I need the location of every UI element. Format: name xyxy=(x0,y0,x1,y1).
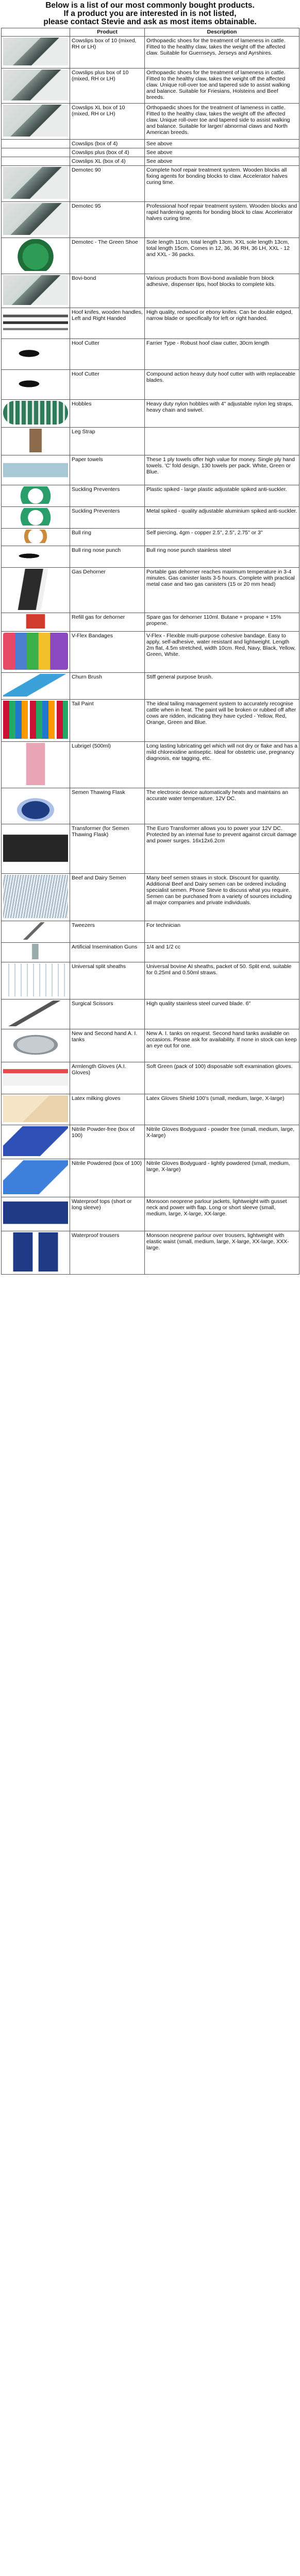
product-name: V-Flex Bandages xyxy=(70,632,145,673)
product-name: Tail Paint xyxy=(70,700,145,742)
product-description xyxy=(145,428,299,455)
product-description: Monsoon neoprene parlour over trousers, lightweight with elastic waist (small, medium, large, X-large, XX-large, XXX-large. xyxy=(145,1231,299,1275)
product-name: Beef and Dairy Semen xyxy=(70,874,145,921)
chain-icon xyxy=(3,401,68,425)
straws-icon xyxy=(3,875,68,918)
product-image-cell xyxy=(2,69,70,104)
product-name: Suckling Preventers xyxy=(70,485,145,507)
product-description: Complete hoof repair treatment system. Wooden blocks all fixing agents for bonding blocks to claw. Accelerator halves curing time. xyxy=(145,166,299,202)
product-description: Latex Gloves Shield 100's (small, medium, large, X-large) xyxy=(145,1094,299,1125)
header-line-3: please contact Stevie and ask as most items obtainable. xyxy=(43,18,257,26)
gloves-box-icon xyxy=(3,1063,68,1091)
table-row xyxy=(2,104,299,140)
trousers-icon xyxy=(3,1232,68,1272)
product-image-cell xyxy=(2,632,70,673)
boxes-icon xyxy=(3,70,68,100)
product-description: Farrier Type - Robust hoof claw cutter, 30cm length xyxy=(145,339,299,370)
product-name: Demotec - The Green Shoe xyxy=(70,238,145,274)
product-name: Lubrigel (500ml) xyxy=(70,742,145,788)
product-image-cell xyxy=(2,999,70,1029)
product-image-cell xyxy=(2,962,70,999)
product-description: High quality stainless steel curved blade. 6" xyxy=(145,999,299,1029)
table-row xyxy=(2,370,299,400)
product-image-cell xyxy=(2,148,70,157)
product-description: The electronic device automatically heats and maintains an accurate water temperature, 12V DC. xyxy=(145,788,299,824)
product-image-cell xyxy=(2,921,70,943)
cutter-icon xyxy=(3,371,68,397)
product-description: Spare gas for dehorner 110ml. Butane + propane + 15% propene. xyxy=(145,613,299,632)
product-image-cell xyxy=(2,529,70,546)
product-description: Orthopaedic shoes for the treatment of lameness in cattle. Fitted to the healthy claw, takes the weight off the affected claw. Unique roll-over toe and tapered side to assist walking and balance. Suitable for Friesians, Holsteins and Beef breeds. xyxy=(145,69,299,104)
product-description: Orthopaedic shoes for the treatment of lameness in cattle. Fitted to the healthy claw, takes the weight off the affected claw. Suitable for Guernseys, Jerseys and Ayrshires. xyxy=(145,37,299,69)
product-image-cell xyxy=(2,274,70,308)
kit-box-icon xyxy=(3,203,68,235)
product-name: Bull ring xyxy=(70,529,145,546)
product-description: New A. I. tanks on request. Second hand tanks available on occasions. Please ask for availability. If none in stock can keep an eye out for one. xyxy=(145,1029,299,1062)
gloves-box-icon xyxy=(3,1095,68,1122)
product-description: These 1 ply towels offer high value for money. Single ply hand towels. 'C' fold design. 130 towels per pack. White, Green or Blue. xyxy=(145,455,299,485)
product-image-cell xyxy=(2,613,70,632)
product-description: Orthopaedic shoes for the treatment of lameness in cattle. Fitted to the healthy claw, takes the weight off the affected claw. Unique roll-over toe and tapered side to assist walking and balance. Suitable for larger/ abnormal claws and North American breeds. xyxy=(145,104,299,140)
brush-icon xyxy=(3,674,68,697)
product-name: Cowslips box of 10 (mixed, RH or LH) xyxy=(70,37,145,69)
table-row xyxy=(2,568,299,613)
product-name: Tweezers xyxy=(70,921,145,943)
product-description: Many beef semen straws in stock. Discount for quantity. Additional Beef and Dairy semen can be ordered including specialist semen. Phone Stevie to discuss what you require. Semen can be purchased from a variety of sources including all major companies and private individuals. xyxy=(145,874,299,921)
tweezers-icon xyxy=(3,922,68,940)
table-row xyxy=(2,157,299,166)
table-row xyxy=(2,166,299,202)
product-image-cell xyxy=(2,37,70,69)
product-name: Cowslips (box of 4) xyxy=(70,140,145,148)
product-name: Waterproof trousers xyxy=(70,1231,145,1275)
boxes-icon xyxy=(3,38,68,65)
bottle-icon xyxy=(3,743,68,785)
product-name: Cowslips XL (box of 4) xyxy=(70,157,145,166)
product-description: Nitrile Gloves Bodyguard - lightly powdered (small, medium, large, X-large) xyxy=(145,1159,299,1197)
flask-icon xyxy=(3,789,68,821)
glove-icon xyxy=(3,1160,68,1194)
product-description: Stiff general purpose brush. xyxy=(145,673,299,700)
product-name: Semen Thawing Flask xyxy=(70,788,145,824)
table-row xyxy=(2,700,299,742)
product-image-cell xyxy=(2,874,70,921)
product-description: For technician xyxy=(145,921,299,943)
product-image-cell xyxy=(2,1231,70,1275)
product-image-cell xyxy=(2,507,70,529)
product-description: Plastic spiked - large plastic adjustable spiked anti-suckler. xyxy=(145,485,299,507)
product-name: Cowslips plus box of 10 (mixed, RH or LH) xyxy=(70,69,145,104)
table-row xyxy=(2,148,299,157)
table-row xyxy=(2,1094,299,1125)
kit-box-icon xyxy=(3,275,68,305)
product-image-cell xyxy=(2,238,70,274)
product-name: Paper towels xyxy=(70,455,145,485)
paper-icon xyxy=(3,456,68,482)
product-description: Portable gas dehorner reaches maximum temperature in 3-4 minutes. Gas canister lasts 3-5 hours. Complete with practical metal case and two gas canisters (15 or 20 mm head) xyxy=(145,568,299,613)
product-description: Monsoon neoprene parlour jackets, lightweight with gusset neck and power with flap. Long or short sleeve (small, medium, large, X-large, XX-large. xyxy=(145,1197,299,1231)
knife-icon xyxy=(3,309,68,336)
product-table xyxy=(1,28,299,1275)
table-row xyxy=(2,1062,299,1094)
header-line-1: Below is a list of our most commonly bought products. xyxy=(45,1,255,10)
product-name: Refill gas for dehorner xyxy=(70,613,145,632)
bandage-icon xyxy=(3,633,68,670)
cutter-icon xyxy=(3,340,68,367)
product-image-cell xyxy=(2,104,70,140)
product-image-cell xyxy=(2,202,70,238)
product-image-cell xyxy=(2,1029,70,1062)
table-row xyxy=(2,943,299,962)
table-row xyxy=(2,428,299,455)
product-name: Hoof Cutter xyxy=(70,339,145,370)
table-row xyxy=(2,238,299,274)
table-row xyxy=(2,742,299,788)
product-image-cell xyxy=(2,673,70,700)
product-name: Artificial Insemination Guns xyxy=(70,943,145,962)
table-row xyxy=(2,788,299,824)
product-name: Bovi-bond xyxy=(70,274,145,308)
table-row xyxy=(2,37,299,69)
product-image-cell xyxy=(2,1159,70,1197)
table-row xyxy=(2,308,299,339)
product-image-cell xyxy=(2,943,70,962)
table-row xyxy=(2,1029,299,1062)
table-row xyxy=(2,613,299,632)
table-row xyxy=(2,874,299,921)
product-description: Universal bovine AI sheaths, packet of 50. Split end, suitable for 0.25ml and 0.50ml straws. xyxy=(145,962,299,999)
green-shoe-icon xyxy=(3,239,68,271)
spray-can-icon xyxy=(3,701,68,739)
table-row xyxy=(2,1231,299,1275)
product-image-cell xyxy=(2,568,70,613)
product-name: Hoof Cutter xyxy=(70,370,145,400)
product-image-cell xyxy=(2,166,70,202)
jacket-icon xyxy=(3,1198,68,1228)
product-name: Hoof knifes, wooden handles, Left and Right Handed xyxy=(70,308,145,339)
table-row xyxy=(2,455,299,485)
product-description: Heavy duty nylon hobbles with 4" adjustable nylon leg straps, heavy chain and swivel. xyxy=(145,400,299,428)
product-name: Hobbles xyxy=(70,400,145,428)
table-row xyxy=(2,69,299,104)
product-image-cell xyxy=(2,339,70,370)
product-name: Demotec 90 xyxy=(70,166,145,202)
product-description: The Euro Transformer allows you to power your 12V DC. Protected by an internal fuse to prevent against circuit damage and power surges. 16x12x6.2cm xyxy=(145,824,299,874)
table-row xyxy=(2,274,299,308)
product-image-cell xyxy=(2,400,70,428)
table-row xyxy=(2,962,299,999)
product-description: See above xyxy=(145,157,299,166)
ring-icon xyxy=(3,530,68,543)
spike-ring-icon xyxy=(3,486,68,504)
pliers-icon xyxy=(3,547,68,565)
product-image-cell xyxy=(2,455,70,485)
product-image-cell xyxy=(2,824,70,874)
table-row xyxy=(2,632,299,673)
image-column-header xyxy=(2,28,70,37)
ai-gun-icon xyxy=(3,944,68,959)
product-name: Nitrile Powdered (box of 100) xyxy=(70,1159,145,1197)
page-header xyxy=(0,0,300,28)
glove-icon xyxy=(3,1126,68,1156)
table-header-row xyxy=(2,28,299,37)
product-name: Churn Brush xyxy=(70,673,145,700)
product-description: Soft Green (pack of 100) disposable soft examination gloves. xyxy=(145,1062,299,1094)
product-name: Waterproof tops (short or long sleeve) xyxy=(70,1197,145,1231)
product-description: High quality, redwood or ebony knifes. Can be double edged, narrow blade or specifically for left or right handed. xyxy=(145,308,299,339)
product-description: Professional hoof repair treatment system. Wooden blocks and rapid hardening agents for bonding block to claw. Accelerator halves curing time. xyxy=(145,202,299,238)
product-description: Sole length 11cm, total length 13cm. XXL sole length 13cm, total length 15cm. Comes in 12, 36, 36 RH, 36 LH, XXL - 12 and XXL - 36 packs. xyxy=(145,238,299,274)
table-row xyxy=(2,824,299,874)
product-image-cell xyxy=(2,140,70,148)
product-image-cell xyxy=(2,308,70,339)
transformer-icon xyxy=(3,825,68,871)
product-image-cell xyxy=(2,428,70,455)
sheath-icon xyxy=(3,963,68,996)
product-description: V-Flex - Flexible multi-purpose cohesive bandage. Easy to apply, self-adhesive, water resistant and lightweight. Length 2m flat, 4.5m stretched, width 10cm. Red, Navy, Black, Yellow, Green, White. xyxy=(145,632,299,673)
scissors-icon xyxy=(3,1001,68,1026)
product-description: Compound action heavy duty hoof cutter with with replaceable blades. xyxy=(145,370,299,400)
product-description: Metal spiked - quality adjustable aluminium spiked anti-suckler. xyxy=(145,507,299,529)
product-image-cell xyxy=(2,370,70,400)
product-image-cell xyxy=(2,1062,70,1094)
product-name: Bull ring nose punch xyxy=(70,546,145,568)
table-row xyxy=(2,1125,299,1159)
table-row xyxy=(2,921,299,943)
table-row xyxy=(2,400,299,428)
product-image-cell xyxy=(2,157,70,166)
table-row xyxy=(2,546,299,568)
product-name: Cowslips plus (box of 4) xyxy=(70,148,145,157)
header-line-2: If a product you are interested in is not listed, xyxy=(63,9,237,18)
product-name: Cowslips XL box of 10 (mixed, RH or LH) xyxy=(70,104,145,140)
product-image-cell xyxy=(2,788,70,824)
table-row xyxy=(2,202,299,238)
product-image-cell xyxy=(2,546,70,568)
product-name: Nitrile Powder-free (box of 100) xyxy=(70,1125,145,1159)
description-column-header: Description xyxy=(145,28,299,37)
table-row xyxy=(2,673,299,700)
product-description: 1/4 and 1/2 cc xyxy=(145,943,299,962)
product-description: See above xyxy=(145,148,299,157)
boxes-icon xyxy=(3,105,68,137)
product-name: Universal split sheaths xyxy=(70,962,145,999)
product-description: Self piercing, 4gm - copper 2.5", 2.5", 2.75" or 3" xyxy=(145,529,299,546)
product-name: Armlength Gloves (A.I. Gloves) xyxy=(70,1062,145,1094)
product-image-cell xyxy=(2,485,70,507)
table-row xyxy=(2,507,299,529)
table-row xyxy=(2,999,299,1029)
kit-box-icon xyxy=(3,167,68,199)
product-name: Gas Dehorner xyxy=(70,568,145,613)
product-image-cell xyxy=(2,1125,70,1159)
product-description: The ideal tailing management system to accurately recognise cattle when in heat. The paint will be broken or rubbed off after cows are ridden, indicating they have cycled - Yellow, Red, Orange, Green and Blue. xyxy=(145,700,299,742)
table-row xyxy=(2,140,299,148)
table-row xyxy=(2,485,299,507)
product-name: Leg Strap xyxy=(70,428,145,455)
product-image-cell xyxy=(2,700,70,742)
product-description: Bull ring nose punch stainless steel xyxy=(145,546,299,568)
product-name: New and Second hand A. I. tanks xyxy=(70,1029,145,1062)
product-name: Suckling Preventers xyxy=(70,507,145,529)
product-name: Surgical Scissors xyxy=(70,999,145,1029)
product-description: Various products from Bovi-bond available from block adhesive, dispenser tips, hoof blocks to complete kits. xyxy=(145,274,299,308)
spike-ring-icon xyxy=(3,508,68,526)
product-description: Nitrile Gloves Bodyguard - powder free (small, medium, large, X-large) xyxy=(145,1125,299,1159)
product-name: Demotec 95 xyxy=(70,202,145,238)
table-row xyxy=(2,339,299,370)
gas-can-icon xyxy=(3,614,68,629)
product-description: Long lasting lubricating gel which will not dry or flake and has a mild chlorexidine antiseptic. Ideal for obstetric use, pregnancy diagnosis, ear tagging, etc. xyxy=(145,742,299,788)
product-name: Transformer (for Semen Thawing Flask) xyxy=(70,824,145,874)
product-image-cell xyxy=(2,1094,70,1125)
table-row xyxy=(2,529,299,546)
strap-icon xyxy=(3,429,68,452)
table-row xyxy=(2,1197,299,1231)
product-column-header: Product xyxy=(70,28,145,37)
product-image-cell xyxy=(2,1197,70,1231)
torch-icon xyxy=(3,569,68,610)
product-image-cell xyxy=(2,742,70,788)
tank-icon xyxy=(3,1030,68,1059)
product-name: Latex milking gloves xyxy=(70,1094,145,1125)
product-description: See above xyxy=(145,140,299,148)
table-row xyxy=(2,1159,299,1197)
